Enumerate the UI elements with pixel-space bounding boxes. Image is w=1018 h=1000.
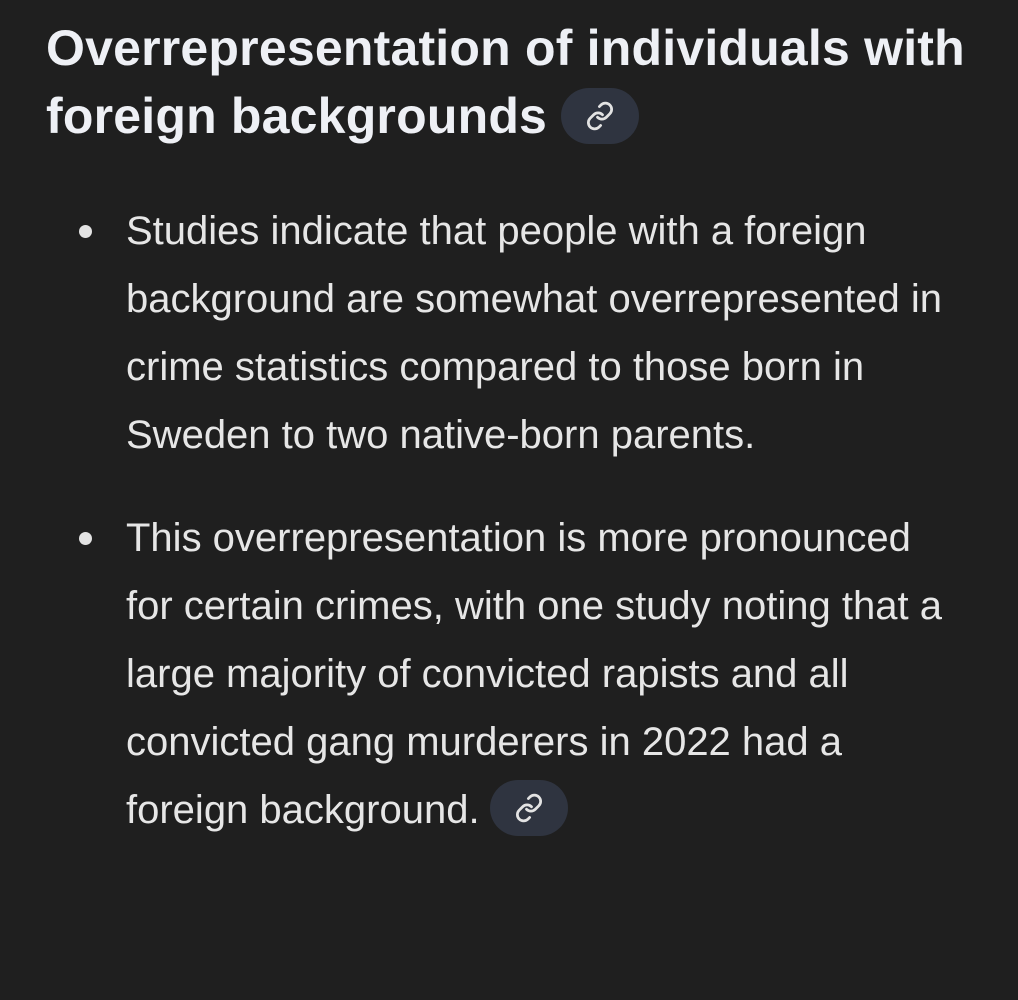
bullet-item: [46, 504, 966, 844]
bullet-dot: [79, 532, 92, 545]
section-heading: [46, 14, 972, 150]
heading-citation-button[interactable]: [561, 88, 639, 144]
bullet-dot: [79, 225, 92, 238]
link-icon: [585, 101, 615, 131]
heading-text: Overrepresentation of individuals with foreign backgrounds: [46, 20, 965, 144]
bullet-list: [46, 197, 966, 844]
bullet-item: [46, 197, 966, 469]
bullet-text: Studies indicate that people with a foreign background are somewhat overrepresented in crime statistics compared to those born in Sweden to two native-born parents.: [126, 209, 943, 457]
link-icon: [514, 793, 544, 823]
bullet-text: This overrepresentation is more pronounced for certain crimes, with one study noting that a large majority of convicted rapists and all convicted gang murderers in 2022 had a foreign background.: [126, 516, 942, 832]
bullet-citation-button[interactable]: [490, 780, 568, 836]
